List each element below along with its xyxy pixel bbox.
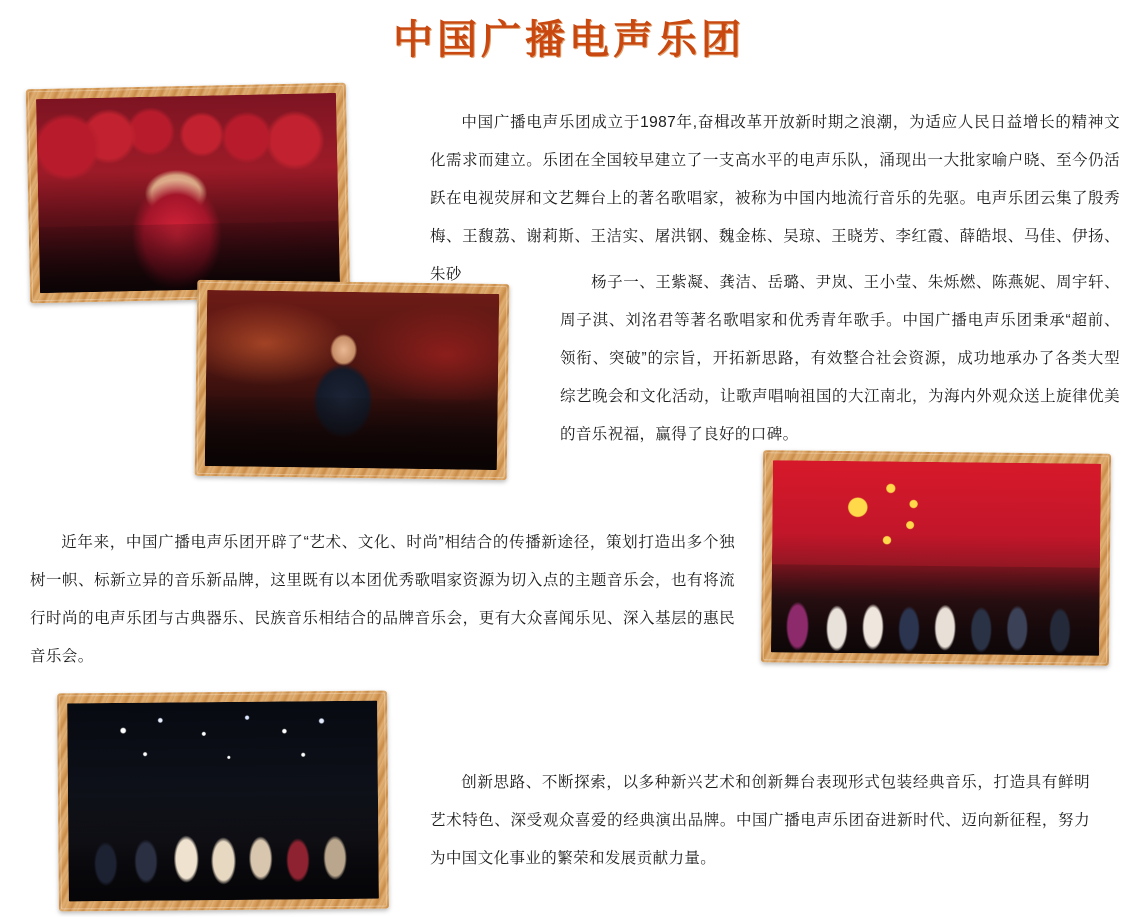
photo-flag-group xyxy=(761,450,1111,666)
paragraph-1-text: 中国广播电声乐团成立于1987年,奋楫改革开放新时期之浪潮，为适应人民日益增长的精神文化需求而建立。乐团在全国较早建立了一支高水平的电声乐队，涌现出一大批家喻户晓、至今仍活跃在电视荧屏和文艺舞台上的著名歌唱家，被称为中国内地流行音乐的先驱。电声乐团云集了殷秀梅、王馥荔、谢莉斯、王洁实、屠洪钢、魏金栋、吴琼、王晓芳、李红霞、薛皓垠、马佳、伊扬、朱砂 xyxy=(430,113,1120,283)
photo-flag-group-image xyxy=(771,460,1101,655)
photo-choir-red-image xyxy=(36,93,340,293)
photo-choir-red xyxy=(26,83,350,304)
photo-ensemble-stage-image xyxy=(67,701,379,902)
paragraph-4-text: 创新思路、不断探索，以多种新兴艺术和创新舞台表现形式包装经典音乐，打造具有鲜明艺术特色、深受观众喜爱的经典演出品牌。中国广播电声乐团奋进新时代、迈向新征程，努力为中国文化事业的繁荣和发展贡献力量。 xyxy=(430,773,1090,867)
paragraph-4 xyxy=(430,764,1090,878)
page-title: 中国广播电声乐团 xyxy=(393,16,745,63)
paragraph-3 xyxy=(30,524,735,676)
photo-male-singer-image xyxy=(205,290,499,470)
paragraph-3-text: 近年来，中国广播电声乐团开辟了“艺术、文化、时尚”相结合的传播新途径，策划打造出多个独树一帜、标新立异的音乐新品牌，这里既有以本团优秀歌唱家资源为切入点的主题音乐会，也有将流行时尚的电声乐团与古典器乐、民族音乐相结合的品牌音乐会，更有大众喜闻乐见、深入基层的惠民音乐会。 xyxy=(30,533,735,665)
photo-ensemble-stage xyxy=(57,691,389,912)
paragraph-2 xyxy=(560,264,1120,454)
paragraph-2-text: 杨子一、王紫凝、龚洁、岳璐、尹岚、王小莹、朱烁燃、陈燕妮、周宇轩、周子淇、刘洺君等著名歌唱家和优秀青年歌手。中国广播电声乐团秉承“超前、领衔、突破”的宗旨，开拓新思路，有效整合社会资源，成功地承办了各类大型综艺晚会和文化活动，让歌声唱响祖国的大江南北，为海内外观众送上旋律优美的音乐祝福，赢得了良好的口碑。 xyxy=(560,273,1120,443)
photo-male-singer xyxy=(195,280,510,480)
